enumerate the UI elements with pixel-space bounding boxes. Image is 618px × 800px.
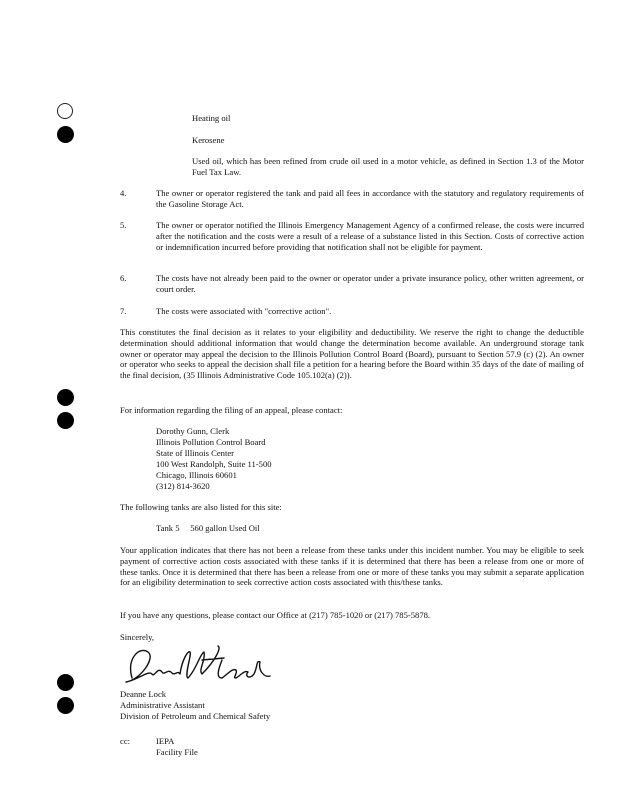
punch-hole-middle-2 <box>57 412 74 429</box>
punch-hole-bottom-1 <box>57 674 74 691</box>
item-text-4: The owner or operator registered the tank and paid all fees in accordance with the statutory and regulatory requirements of the Gasoline Storage Act. <box>156 188 584 209</box>
contact-street: 100 West Randolph, Suite 11-500 <box>156 459 272 469</box>
item-text-5: The owner or operator notified the Illinois Emergency Management Agency of a confirmed release, the costs were incurred after the notification and the costs were a result of a release of a substance listed in this Section. Costs of corrective action or indemnification incurred before providing that notification shall not be eligible for payment. <box>156 220 584 252</box>
item-text-6: The costs have not already been paid to the owner or operator under a private insurance policy, other written agreement, or court order. <box>156 273 584 294</box>
closing: Sincerely, <box>120 632 155 642</box>
cc-line-1: IEPA <box>156 736 175 746</box>
list-item-heating-oil: Heating oil <box>192 113 231 123</box>
signer-division: Division of Petroleum and Chemical Safety <box>120 711 271 721</box>
questions-line: If you have any questions, please contact our Office at (217) 785-1020 or (217) 785-5878. <box>120 610 431 620</box>
item-number-4: 4. <box>120 188 127 198</box>
signer-name: Deanne Lock <box>120 689 167 699</box>
signer-title: Administrative Assistant <box>120 700 205 710</box>
decision-paragraph: This constitutes the final decision as it relates to your eligibility and deductibility. We reserve the right to change the deductible determination should additional information that would change the determination become available. An underground storage tank owner or operator may appeal the decision to the Illinois Pollution Control Board (Board), pursuant to Section 57.9 (c) (2). An owner or operator who seeks to appeal the decision shall file a petition for a hearing before the Board within 35 days of the date of mailing of the final decision, (35 Illinois Administrative Code 105.102(a) (2)). <box>120 327 584 381</box>
tanks-intro: The following tanks are also listed for this site: <box>120 502 282 512</box>
item-text-7: The costs were associated with "corrective action". <box>156 306 332 316</box>
contact-name: Dorothy Gunn, Clerk <box>156 426 230 436</box>
contact-phone: (312) 814-3620 <box>156 481 210 491</box>
cc-line-2: Facility File <box>156 747 198 757</box>
application-paragraph: Your application indicates that there has not been a release from these tanks under this incident number. You may be eligible to seek payment of corrective action costs associated with these tanks if it is determined that there has been a release from one or more of these tanks. Once it is determined that there has been a release from one or more of these tanks you may submit a separate application for an eligibility determination to seek corrective action costs associated with this/these tanks. <box>120 545 584 588</box>
contact-city: Chicago, Illinois 60601 <box>156 470 237 480</box>
list-item-kerosene: Kerosene <box>192 135 225 145</box>
punch-hole-top-open <box>57 103 73 119</box>
tank-line: Tank 5 560 gallon Used Oil <box>156 523 260 533</box>
contact-org: Illinois Pollution Control Board <box>156 437 266 447</box>
list-item-used-oil: Used oil, which has been refined from crude oil used in a motor vehicle, as defined in Section 1.3 of the Motor Fuel Tax Law. <box>192 156 584 177</box>
punch-hole-middle-1 <box>57 389 74 406</box>
punch-hole-bottom-2 <box>57 697 74 714</box>
item-number-5: 5. <box>120 220 127 230</box>
contact-building: State of Illinois Center <box>156 448 235 458</box>
punch-hole-top <box>57 126 74 143</box>
item-number-7: 7. <box>120 306 127 316</box>
cc-label: cc: <box>120 736 131 746</box>
item-number-6: 6. <box>120 273 127 283</box>
signature <box>118 640 288 692</box>
appeal-intro: For information regarding the filing of an appeal, please contact: <box>120 405 343 415</box>
